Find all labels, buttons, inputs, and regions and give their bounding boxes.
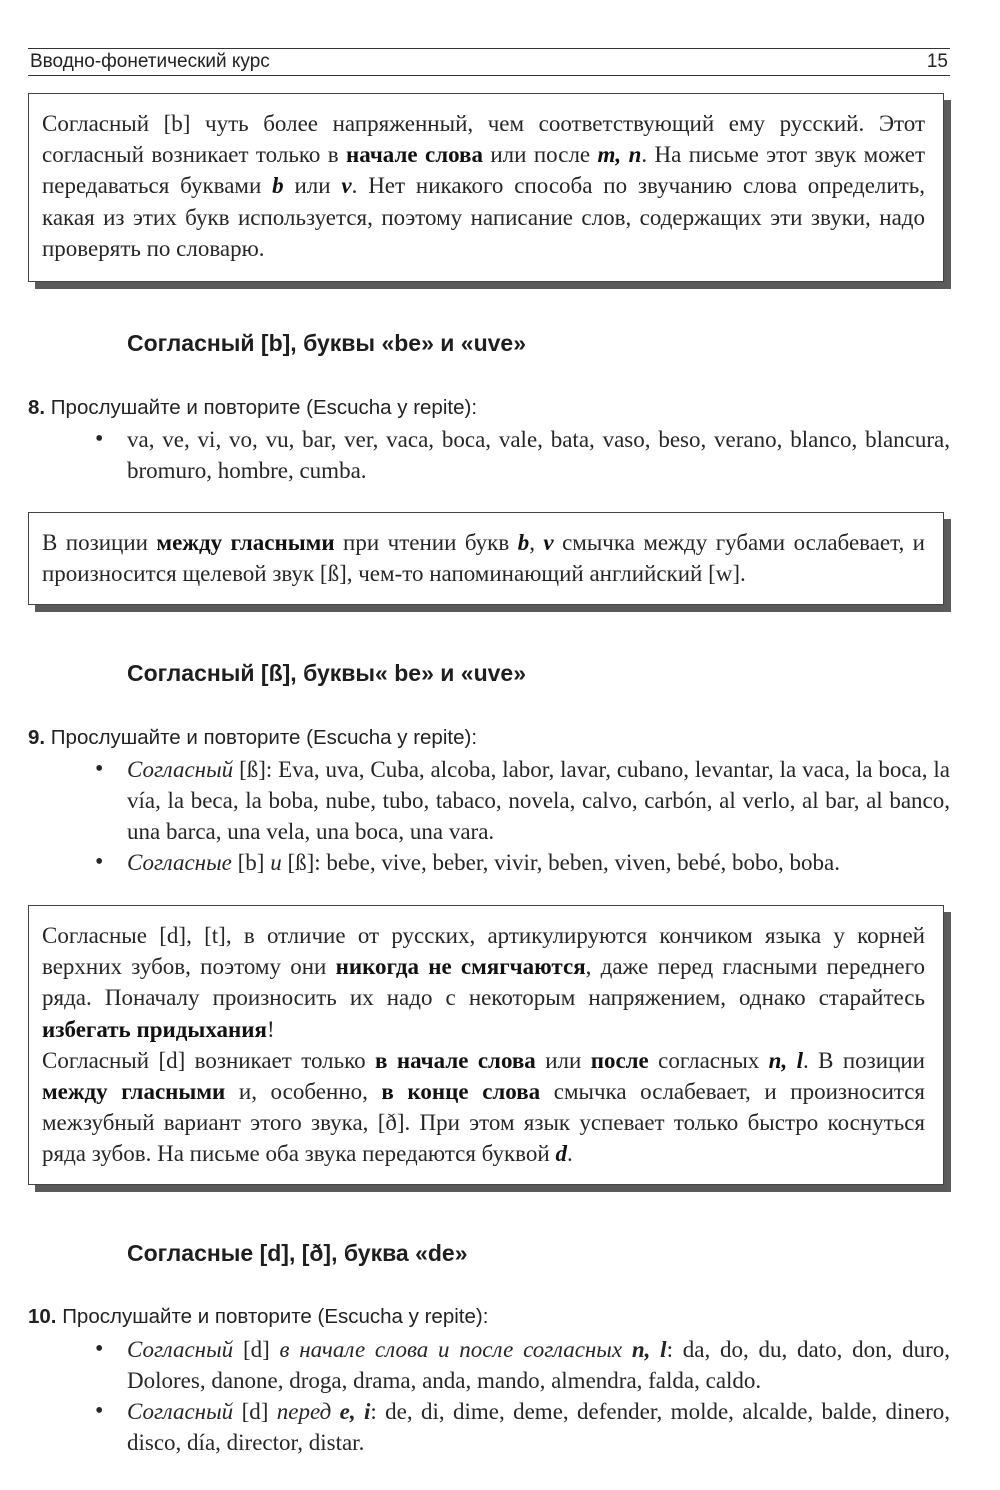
list-item: • va, ve, vi, vo, vu, bar, ver, vaca, boca, vale, bata, vaso, beso, verano, blanco, blancura, bromuro, hombre, cumba. — [95, 424, 950, 486]
rule-box-beta — [28, 512, 944, 605]
rule-box-b — [28, 93, 944, 282]
running-title: Вводно-фонетический курс — [30, 51, 270, 72]
exercise-10-heading: 10. Прослушайте и повторите (Escucha y repite): — [28, 1305, 489, 1328]
section-title-d: Согласные [d], [ð], буква «de» — [127, 1240, 468, 1266]
exercise-8-heading: 8. Прослушайте и повторите (Escucha y repite): — [28, 396, 478, 419]
section-title-beta: Согласный [ß], буквы« be» и «uve» — [127, 660, 527, 686]
rule-box-d — [28, 905, 944, 1185]
list-item: • Согласные [b] и [ß]: bebe, vive, beber, vivir, beben, viven, bebé, bobo, boba. — [95, 847, 950, 878]
list-item: • Согласный [d] перед e, i: de, di, dime, deme, defender, molde, alcalde, balde, dinero, disco, día, director, distar. — [95, 1396, 950, 1458]
exercise-9-list — [95, 754, 950, 878]
page-header — [28, 48, 950, 76]
list-item: • Согласный [ß]: Eva, uva, Cuba, alcoba, labor, lavar, cubano, levantar, la vaca, la boca, la vía, la beca, la boba, nube, tubo, tabaco, novela, calvo, carbón, al verlo, al bar, al banco, una barca, una vela, una boca, una vara. — [95, 754, 950, 847]
page-number: 15 — [926, 51, 948, 72]
exercise-9-heading: 9. Прослушайте и повторите (Escucha y repite): — [28, 726, 478, 749]
rule-box-beta-text: В позиции между гласными при чтении букв b, v смычка между губами ослабевает, и произносится щелевой звук [ß], чем-то напоминающий английский [w]. — [42, 530, 925, 587]
exercise-8-list — [95, 424, 950, 486]
section-title-b: Согласный [b], буквы «be» и «uve» — [127, 330, 527, 356]
rule-box-d-text-1: Согласные [d], [t], в отличие от русских, артикулируются кончиком языка у корней верхних зубов, поэтому они никогда не смягчаются, даже перед гласными переднего ряда. Поначалу произносить их надо с некоторым напряжением, однако старайтесь избегать придыхания! — [42, 923, 925, 1042]
list-item: • Согласный [d] в начале слова и после согласных n, l: da, do, du, dato, don, duro, Dolores, danone, droga, drama, anda, mando, almendra, falda, caldo. — [95, 1334, 950, 1396]
exercise-10-list — [95, 1334, 950, 1458]
rule-box-b-text: Согласный [b] чуть более напряженный, чем соответствующий ему русский. Этот согласный возникает только в начале слова или после m, n. На письме этот звук может передаваться буквами b или v. Нет никакого способа по звучанию слова определить, какая из этих букв используется, поэтому написание слов, содержащих эти звуки, надо проверять по словарю. — [42, 111, 926, 261]
rule-box-d-text-2: Согласный [d] возникает только в начале слова или после согласных n, l. В позиции между гласными и, особенно, в конце слова смычка ослабевает, и произносится межзубный вариант этого звука, [ð]. При этом язык успевает только быстро коснуться ряда зубов. На письме оба звука передаются буквой d. — [42, 1047, 925, 1167]
